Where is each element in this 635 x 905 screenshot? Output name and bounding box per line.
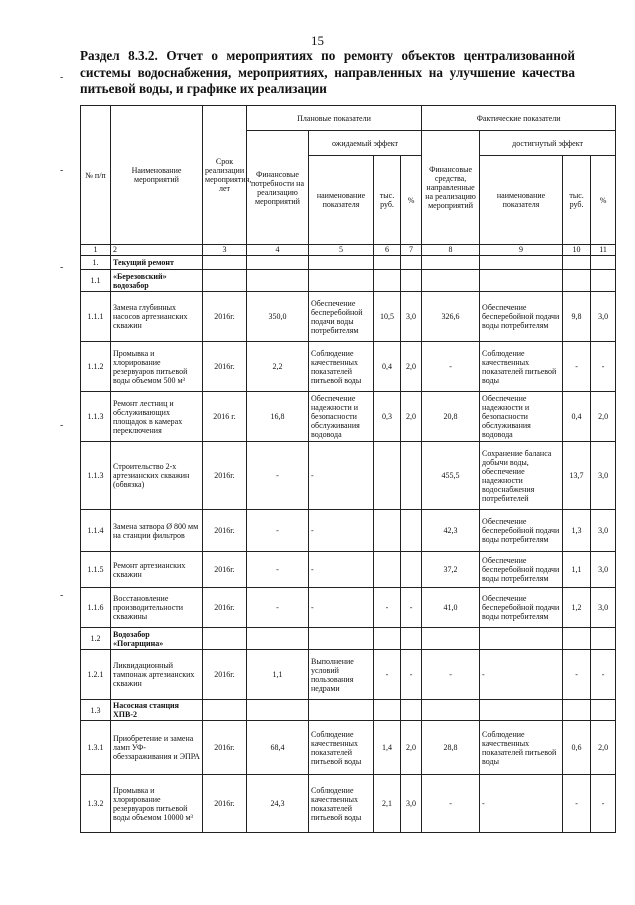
margin-mark: -: [60, 165, 64, 176]
section-row: [81, 256, 616, 270]
row-number: 1.1.1: [81, 292, 111, 342]
empty-cell: [422, 628, 480, 650]
term-cell: 2016г.: [203, 442, 247, 510]
empty-cell: [591, 628, 616, 650]
empty-cell: [563, 256, 591, 270]
table-row: [81, 392, 616, 442]
plan-indicator-cell: -: [309, 552, 374, 588]
term-cell: 2016г.: [203, 721, 247, 775]
empty-cell: [309, 256, 374, 270]
header-num: № п/п: [81, 106, 111, 245]
table-row: [81, 650, 616, 700]
fact-fin-cell: 28,8: [422, 721, 480, 775]
empty-cell: [374, 270, 401, 292]
plan-pct-cell: [401, 442, 422, 510]
row-number: 1.1.3: [81, 442, 111, 510]
margin-mark: -: [60, 420, 64, 431]
plan-indicator-cell: Соблюдение качественных показателей питьевой воды: [309, 721, 374, 775]
fact-rub-cell: 0,6: [563, 721, 591, 775]
fact-rub-cell: 1,1: [563, 552, 591, 588]
empty-cell: [422, 270, 480, 292]
term-cell: 2016 г.: [203, 392, 247, 442]
column-number: 10: [563, 245, 591, 256]
measure-name: Промывка и хлорирование резервуаров питьевой воды объемом 10000 м³: [111, 775, 203, 833]
fact-indicator-cell: Обеспечение бесперебойной подачи воды потребителям: [480, 510, 563, 552]
column-number: 7: [401, 245, 422, 256]
header-fact-indicator: наименование показателя: [480, 156, 563, 245]
empty-cell: [591, 270, 616, 292]
plan-fin-cell: 16,8: [247, 392, 309, 442]
empty-cell: [309, 270, 374, 292]
measure-name: Замена затвора Ø 800 мм на станции фильтров: [111, 510, 203, 552]
fact-rub-cell: 1,3: [563, 510, 591, 552]
plan-pct-cell: -: [401, 588, 422, 628]
header-plan-group: Плановые показатели: [247, 106, 422, 131]
empty-cell: [480, 628, 563, 650]
fact-pct-cell: 3,0: [591, 442, 616, 510]
fact-pct-cell: 2,0: [591, 721, 616, 775]
fact-pct-cell: -: [591, 775, 616, 833]
empty-cell: [401, 256, 422, 270]
fact-rub-cell: 1,2: [563, 588, 591, 628]
header-plan-fin: Финансовые потребности на реализацию мероприятий: [247, 131, 309, 245]
term-cell: 2016г.: [203, 588, 247, 628]
header-term: Срок реализации мероприятия, лет: [203, 106, 247, 245]
fact-indicator-cell: Обеспечение бесперебойной подачи воды потребителям: [480, 552, 563, 588]
fact-fin-cell: 20,8: [422, 392, 480, 442]
fact-pct-cell: 3,0: [591, 588, 616, 628]
empty-cell: [309, 700, 374, 721]
measure-name: Замена глубинных насосов артезианских скважин: [111, 292, 203, 342]
plan-fin-cell: 24,3: [247, 775, 309, 833]
fact-indicator-cell: Обеспечение бесперебойной подачи воды потребителям: [480, 292, 563, 342]
fact-indicator-cell: -: [480, 775, 563, 833]
plan-fin-cell: 2,2: [247, 342, 309, 392]
page-number: 15: [311, 33, 324, 48]
fact-rub-cell: -: [563, 650, 591, 700]
row-number: 1.3.1: [81, 721, 111, 775]
empty-cell: [401, 700, 422, 721]
measure-name: Ремонт лестниц и обслуживающих площадок в камерах переключения: [111, 392, 203, 442]
fact-pct-cell: -: [591, 650, 616, 700]
column-number: 3: [203, 245, 247, 256]
row-number: 1.1.5: [81, 552, 111, 588]
plan-rub-cell: -: [374, 588, 401, 628]
empty-cell: [247, 256, 309, 270]
empty-cell: [480, 270, 563, 292]
fact-pct-cell: 2,0: [591, 392, 616, 442]
fact-rub-cell: 13,7: [563, 442, 591, 510]
plan-pct-cell: [401, 510, 422, 552]
column-number: 9: [480, 245, 563, 256]
header-plan-rub: тыс. руб.: [374, 156, 401, 245]
plan-fin-cell: -: [247, 442, 309, 510]
fact-rub-cell: -: [563, 775, 591, 833]
row-number: 1.1.6: [81, 588, 111, 628]
section-name: Насосная станция ХПВ-2: [111, 700, 203, 721]
term-cell: 2016г.: [203, 650, 247, 700]
fact-fin-cell: -: [422, 342, 480, 392]
row-number: 1.1.2: [81, 342, 111, 392]
table-row: [81, 721, 616, 775]
section-name: Текущий ремонт: [111, 256, 203, 270]
column-number: 8: [422, 245, 480, 256]
header-expected-effect: ожидаемый эффект: [309, 131, 422, 156]
header-achieved-effect: достигнутый эффект: [480, 131, 616, 156]
fact-pct-cell: 3,0: [591, 292, 616, 342]
fact-fin-cell: 37,2: [422, 552, 480, 588]
empty-cell: [203, 270, 247, 292]
table-row: [81, 588, 616, 628]
fact-fin-cell: -: [422, 775, 480, 833]
plan-fin-cell: -: [247, 588, 309, 628]
fact-pct-cell: 3,0: [591, 510, 616, 552]
measure-name: Приобретение и замена ламп УФ-обеззараживания и ЭПРА: [111, 721, 203, 775]
column-number: 1: [81, 245, 111, 256]
fact-indicator-cell: -: [480, 650, 563, 700]
fact-indicator-cell: Соблюдение качественных показателей питьевой воды: [480, 342, 563, 392]
margin-mark: -: [60, 72, 64, 83]
fact-rub-cell: 0,4: [563, 392, 591, 442]
column-number: 11: [591, 245, 616, 256]
empty-cell: [203, 628, 247, 650]
fact-fin-cell: -: [422, 650, 480, 700]
row-number: 1.: [81, 256, 111, 270]
section-row: [81, 628, 616, 650]
fact-indicator-cell: Обеспечение бесперебойной подачи воды потребителям: [480, 588, 563, 628]
empty-cell: [247, 628, 309, 650]
fact-indicator-cell: Сохранение баланса добычи воды, обеспечение надежности водоснабжения потребителей: [480, 442, 563, 510]
column-number: 6: [374, 245, 401, 256]
plan-rub-cell: 10,5: [374, 292, 401, 342]
row-number: 1.3.2: [81, 775, 111, 833]
table-row: [81, 775, 616, 833]
row-number: 1.2.1: [81, 650, 111, 700]
plan-indicator-cell: Соблюдение качественных показателей питьевой воды: [309, 775, 374, 833]
fact-fin-cell: 455,5: [422, 442, 480, 510]
term-cell: 2016г.: [203, 775, 247, 833]
fact-rub-cell: 9,8: [563, 292, 591, 342]
row-number: 1.1.4: [81, 510, 111, 552]
report-table: [80, 105, 616, 833]
margin-mark: -: [60, 262, 64, 273]
header-plan-indicator: наименование показателя: [309, 156, 374, 245]
table-row: [81, 552, 616, 588]
empty-cell: [203, 256, 247, 270]
table-row: [81, 442, 616, 510]
column-number: 2: [111, 245, 203, 256]
column-number: 5: [309, 245, 374, 256]
term-cell: 2016г.: [203, 552, 247, 588]
plan-indicator-cell: -: [309, 510, 374, 552]
plan-indicator-cell: Соблюдение качественных показателей питьевой воды: [309, 342, 374, 392]
fact-fin-cell: 326,6: [422, 292, 480, 342]
empty-cell: [247, 700, 309, 721]
fact-indicator-cell: Соблюдение качественных показателей питьевой воды: [480, 721, 563, 775]
section-name: Водозабор «Погарщина»: [111, 628, 203, 650]
table-row: [81, 292, 616, 342]
empty-cell: [401, 628, 422, 650]
plan-fin-cell: -: [247, 510, 309, 552]
table-row: [81, 342, 616, 392]
column-number-row: [81, 245, 616, 256]
plan-pct-cell: 2,0: [401, 392, 422, 442]
section-name: «Березовский» водозабор: [111, 270, 203, 292]
table-row: [81, 510, 616, 552]
plan-rub-cell: [374, 510, 401, 552]
empty-cell: [401, 270, 422, 292]
plan-indicator-cell: Обеспечение надежности и безопасности обслуживания водовода: [309, 392, 374, 442]
table-body: [81, 245, 616, 833]
header-plan-pct: %: [401, 156, 422, 245]
plan-rub-cell: [374, 442, 401, 510]
column-number: 4: [247, 245, 309, 256]
plan-pct-cell: -: [401, 650, 422, 700]
header-fact-group: Фактические показатели: [422, 106, 616, 131]
fact-indicator-cell: Обеспечение надежности и безопасности обслуживания водовода: [480, 392, 563, 442]
measure-name: Восстановление производительности скважины: [111, 588, 203, 628]
plan-indicator-cell: Выполнение условий пользования недрами: [309, 650, 374, 700]
empty-cell: [374, 256, 401, 270]
plan-fin-cell: 68,4: [247, 721, 309, 775]
plan-pct-cell: 2,0: [401, 721, 422, 775]
plan-pct-cell: 3,0: [401, 775, 422, 833]
section-title: Раздел 8.3.2. Отчет о мероприятиях по ремонту объектов централизованной системы водоснабжения, мероприятиях, направленных на улучшение качества питьевой воды, и графике их реализации: [80, 48, 575, 96]
empty-cell: [591, 256, 616, 270]
empty-cell: [309, 628, 374, 650]
empty-cell: [422, 256, 480, 270]
fact-pct-cell: -: [591, 342, 616, 392]
plan-pct-cell: [401, 552, 422, 588]
plan-rub-cell: 1,4: [374, 721, 401, 775]
row-number: 1.2: [81, 628, 111, 650]
row-number: 1.1.3: [81, 392, 111, 442]
header-name: Наименование мероприятий: [111, 106, 203, 245]
empty-cell: [422, 700, 480, 721]
plan-indicator-cell: Обеспечение бесперебойной подачи воды потребителям: [309, 292, 374, 342]
section-row: [81, 700, 616, 721]
fact-pct-cell: 3,0: [591, 552, 616, 588]
empty-cell: [247, 270, 309, 292]
plan-pct-cell: 2,0: [401, 342, 422, 392]
empty-cell: [480, 700, 563, 721]
measure-name: Промывка и хлорирование резервуаров питьевой воды объемом 500 м³: [111, 342, 203, 392]
term-cell: 2016г.: [203, 342, 247, 392]
plan-rub-cell: 0,3: [374, 392, 401, 442]
empty-cell: [374, 628, 401, 650]
plan-indicator-cell: -: [309, 442, 374, 510]
fact-fin-cell: 41,0: [422, 588, 480, 628]
fact-fin-cell: 42,3: [422, 510, 480, 552]
measure-name: Ликвидационный тампонаж артезианских скважин: [111, 650, 203, 700]
section-row: [81, 270, 616, 292]
plan-fin-cell: -: [247, 552, 309, 588]
plan-fin-cell: 350,0: [247, 292, 309, 342]
plan-fin-cell: 1,1: [247, 650, 309, 700]
plan-rub-cell: -: [374, 650, 401, 700]
term-cell: 2016г.: [203, 510, 247, 552]
plan-rub-cell: 2,1: [374, 775, 401, 833]
empty-cell: [563, 700, 591, 721]
fact-rub-cell: -: [563, 342, 591, 392]
measure-name: Строительство 2-х артезианских скважин (обвязка): [111, 442, 203, 510]
empty-cell: [591, 700, 616, 721]
empty-cell: [374, 700, 401, 721]
header-fact-rub: тыс. руб.: [563, 156, 591, 245]
row-number: 1.3: [81, 700, 111, 721]
margin-mark: -: [60, 590, 64, 601]
empty-cell: [563, 270, 591, 292]
empty-cell: [480, 256, 563, 270]
measure-name: Ремонт артезианских скважин: [111, 552, 203, 588]
empty-cell: [203, 700, 247, 721]
plan-pct-cell: 3,0: [401, 292, 422, 342]
plan-rub-cell: 0,4: [374, 342, 401, 392]
header-fact-pct: %: [591, 156, 616, 245]
header-fact-fin: Финансовые средства, направленные на реализацию мероприятий: [422, 131, 480, 245]
term-cell: 2016г.: [203, 292, 247, 342]
plan-rub-cell: [374, 552, 401, 588]
empty-cell: [563, 628, 591, 650]
row-number: 1.1: [81, 270, 111, 292]
plan-indicator-cell: -: [309, 588, 374, 628]
